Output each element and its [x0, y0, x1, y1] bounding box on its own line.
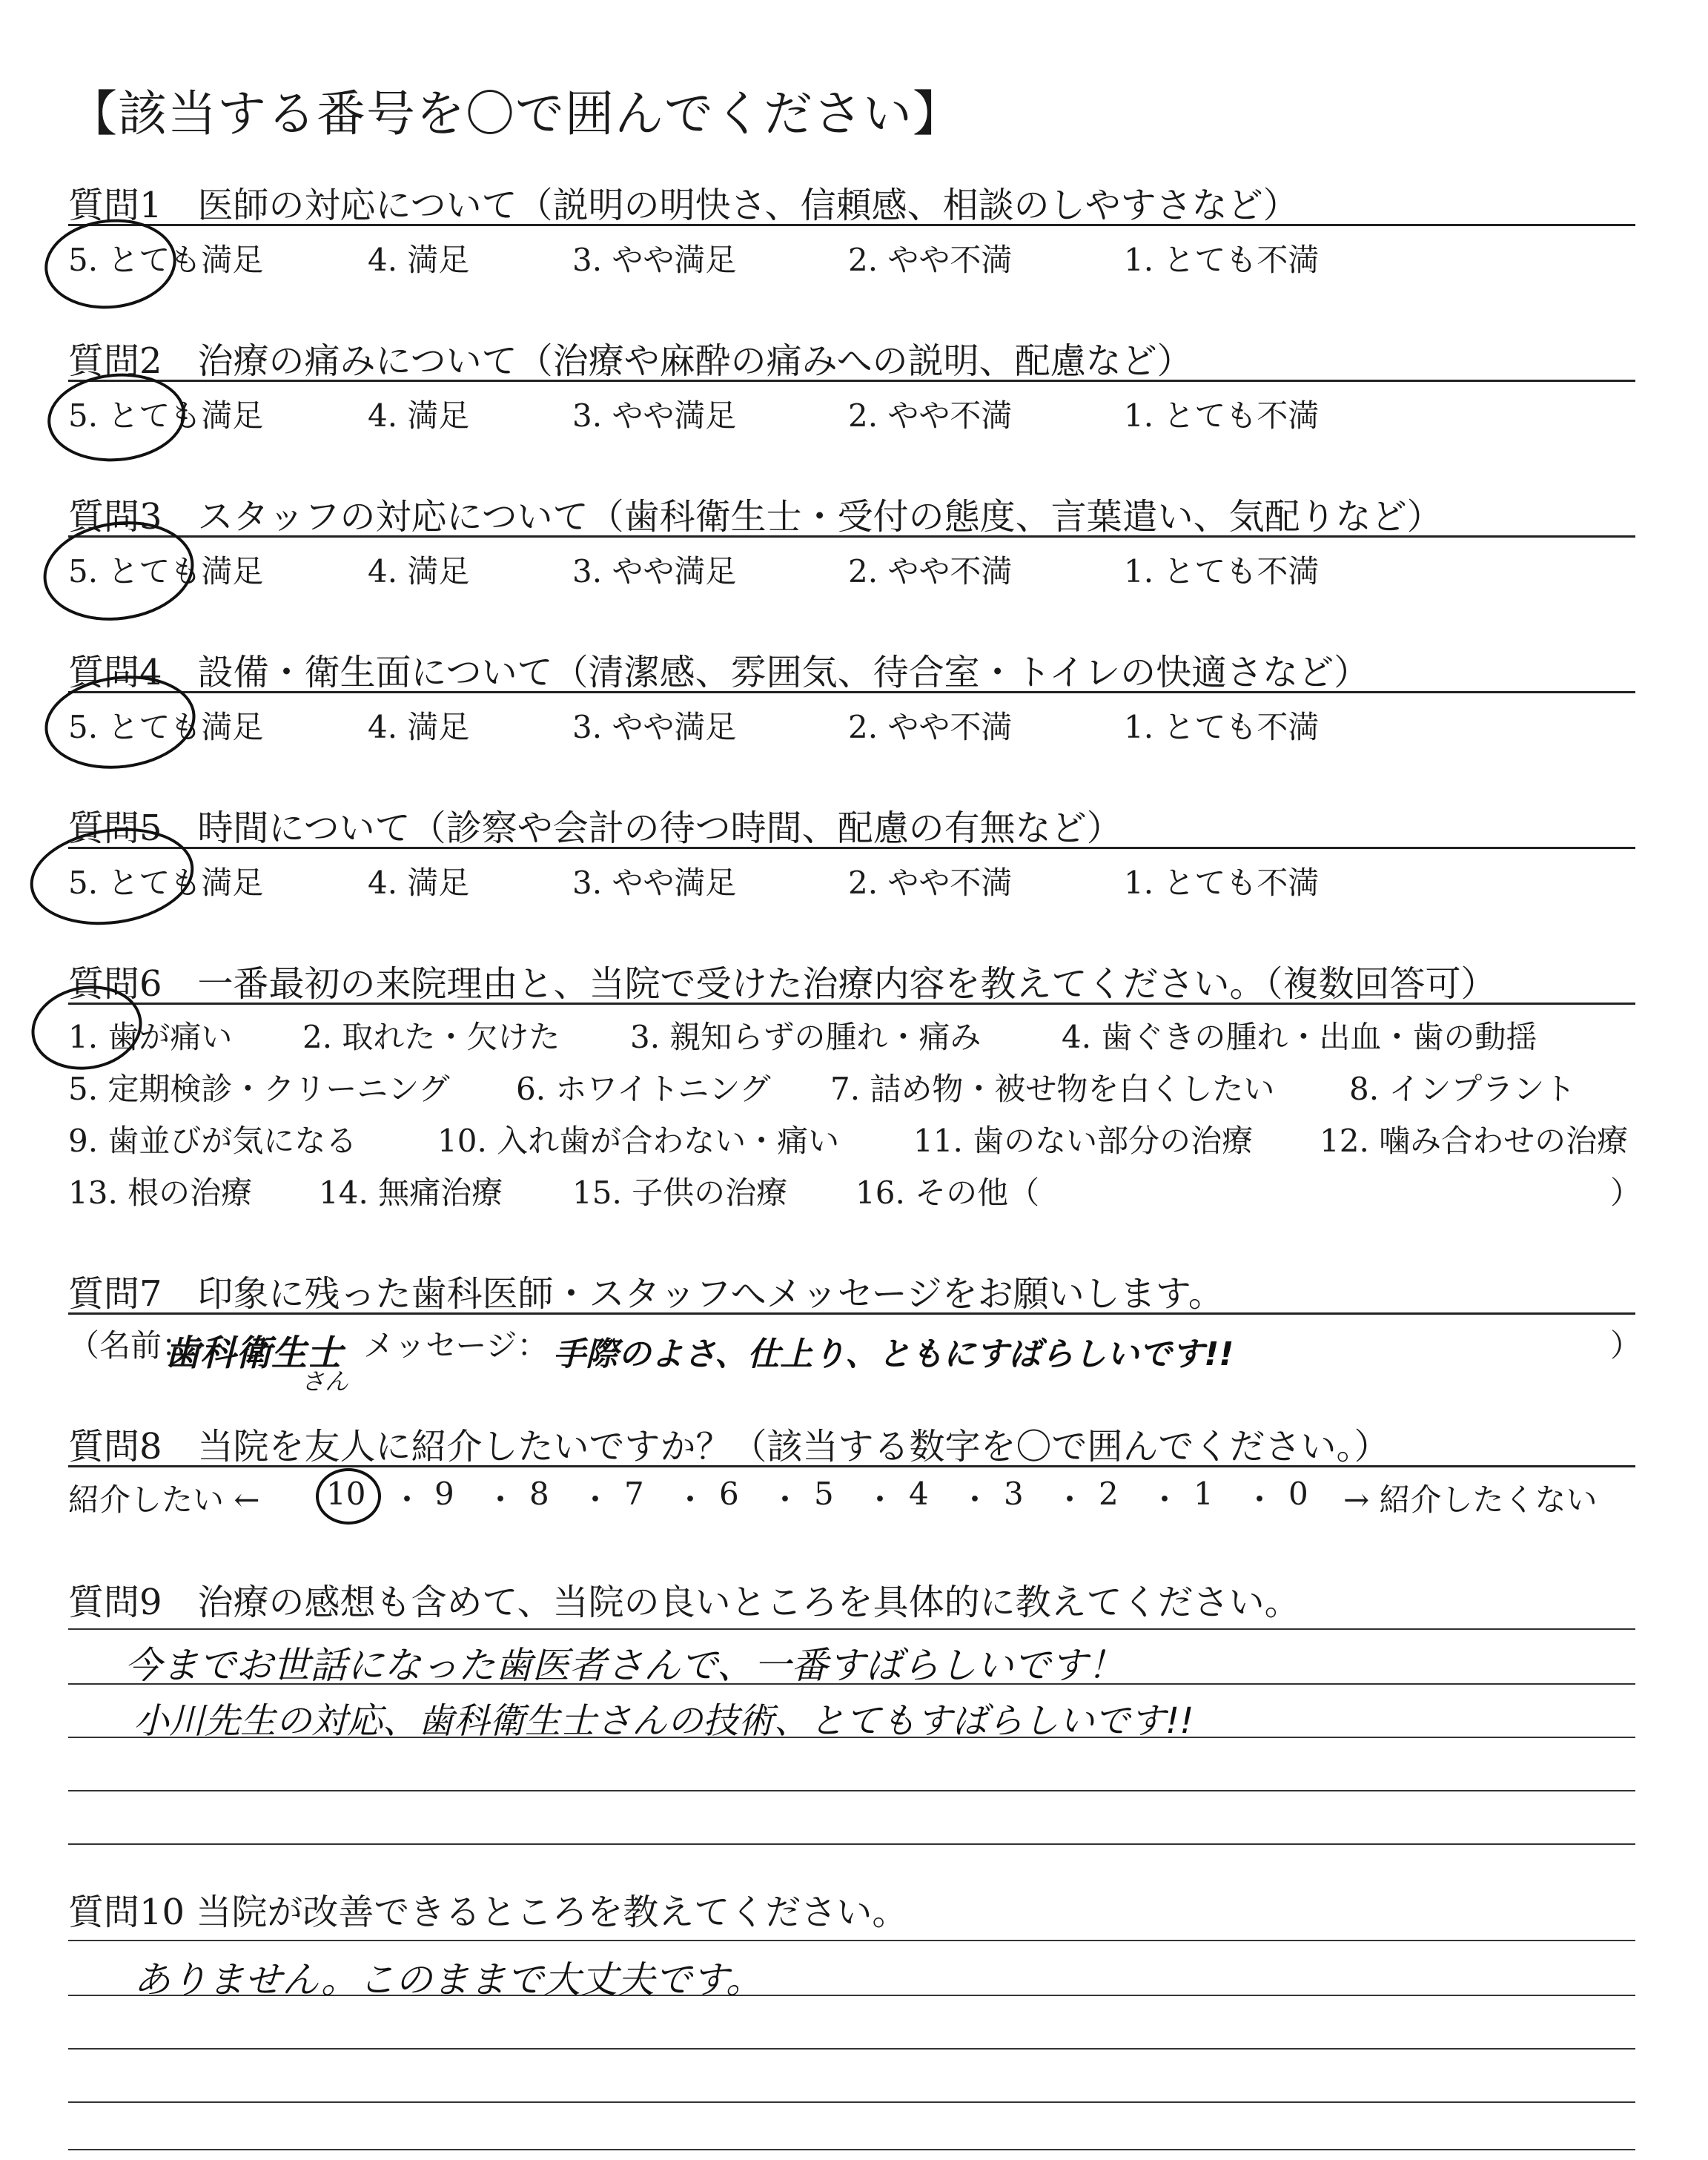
underline — [68, 847, 1635, 849]
message-close-paren: ） — [1610, 1327, 1642, 1364]
selection-circle — [316, 1468, 381, 1525]
scale-value-0[interactable]: 0 — [1288, 1476, 1308, 1512]
answer-text[interactable]: 小川先生の対応、歯科衛生士さんの技術、とてもすばらしいです!! — [133, 1700, 1194, 1742]
underline — [68, 535, 1635, 538]
reason-option[interactable]: 15. 子供の治療 — [572, 1175, 788, 1211]
scale-dot: ・ — [391, 1482, 423, 1518]
answer-line — [68, 2149, 1635, 2150]
message-label: メッセージ： — [363, 1327, 549, 1364]
recommend-right-label: → 紹介したくない — [1343, 1482, 1598, 1518]
scale-dot: ・ — [959, 1482, 991, 1518]
question-title: 質問8 当院を友人に紹介したいですか？（該当する数字を〇で囲んでください。） — [68, 1426, 1390, 1467]
scale-value-10[interactable]: 10 — [326, 1476, 366, 1512]
scale-value-3[interactable]: 3 — [1004, 1476, 1024, 1512]
option-2[interactable]: 2. やや不満 — [848, 709, 1013, 745]
question-title: 質問9 治療の感想も含めて、当院の良いところを具体的に教えてください。 — [68, 1582, 1300, 1623]
question-title: 質問2 治療の痛みについて（治療や麻酔の痛みへの説明、配慮など） — [68, 340, 1193, 382]
reason-option[interactable]: 3. 親知らずの腫れ・痛み — [630, 1019, 982, 1055]
question-title: 質問1 医師の対応について（説明の明快さ、信頼感、相談のしやすさなど） — [68, 185, 1299, 226]
option-1[interactable]: 1. とても不満 — [1124, 553, 1320, 589]
page-heading: 【該当する番号を〇で囲んでください】 — [68, 85, 962, 142]
option-3[interactable]: 3. やや満足 — [572, 553, 737, 589]
answer-line — [68, 2101, 1635, 2103]
reason-option[interactable]: 8. インプラント — [1349, 1071, 1576, 1107]
question-title: 質問3 スタッフの対応について（歯科衛生士・受付の態度、言葉遣い、気配りなど） — [68, 496, 1443, 538]
reason-option[interactable]: 1. 歯が痛い — [68, 1019, 233, 1055]
option-4[interactable]: 4. 満足 — [368, 397, 470, 434]
answer-line — [68, 1940, 1635, 1941]
scale-dot: ・ — [580, 1482, 612, 1518]
reason-option[interactable]: 11. 歯のない部分の治療 — [913, 1123, 1254, 1159]
scale-dot: ・ — [485, 1482, 517, 1518]
answer-text[interactable]: ありません。このままで大丈夫です。 — [133, 1958, 763, 2001]
scale-dot: ・ — [675, 1482, 706, 1518]
question-title: 質問4 設備・衛生面について（清潔感、雰囲気、待合室・トイレの快適さなど） — [68, 652, 1370, 693]
scale-dot: ・ — [864, 1482, 896, 1518]
reason-option-other[interactable]: 16. その他（ — [855, 1175, 1040, 1211]
option-4[interactable]: 4. 満足 — [368, 865, 470, 901]
recommend-left-label: 紹介したい ← — [68, 1482, 260, 1518]
option-5[interactable]: 5. とても満足 — [68, 553, 264, 589]
underline — [68, 1465, 1635, 1467]
question-title: 質問6 一番最初の来院理由と、当院で受けた治療内容を教えてください。（複数回答可） — [68, 963, 1497, 1005]
reason-option[interactable]: 2. 取れた・欠けた — [302, 1019, 560, 1055]
question-title: 質問7 印象に残った歯科医師・スタッフへメッセージをお願いします。 — [68, 1273, 1224, 1315]
option-1[interactable]: 1. とても不満 — [1124, 397, 1320, 434]
option-1[interactable]: 1. とても不満 — [1124, 242, 1320, 278]
scale-value-5[interactable]: 5 — [814, 1476, 834, 1512]
reason-option[interactable]: 12. 噛み合わせの治療 — [1320, 1123, 1629, 1159]
reason-option[interactable]: 13. 根の治療 — [68, 1175, 253, 1211]
answer-line — [68, 1843, 1635, 1845]
reason-option[interactable]: 14. 無痛治療 — [319, 1175, 503, 1211]
scale-dot: ・ — [1244, 1482, 1276, 1518]
answer-text[interactable]: 今までお世話になった歯医者さんで、一番すばらしいです！ — [125, 1644, 1125, 1687]
scale-dot: ・ — [769, 1482, 801, 1518]
scale-dot: ・ — [1149, 1482, 1181, 1518]
option-2[interactable]: 2. やや不満 — [848, 397, 1013, 434]
option-5[interactable]: 5. とても満足 — [68, 709, 264, 745]
reason-option[interactable]: 10. 入れ歯が合わない・痛い — [437, 1123, 840, 1159]
answer-line — [68, 1628, 1635, 1630]
option-3[interactable]: 3. やや満足 — [572, 709, 737, 745]
name-label: （名前： — [68, 1327, 193, 1364]
underline — [68, 380, 1635, 382]
option-2[interactable]: 2. やや不満 — [848, 865, 1013, 901]
underline — [68, 691, 1635, 693]
option-2[interactable]: 2. やや不満 — [848, 553, 1013, 589]
reason-option[interactable]: 7. 詰め物・被せ物を白くしたい — [830, 1071, 1275, 1107]
scale-value-6[interactable]: 6 — [719, 1476, 739, 1512]
option-4[interactable]: 4. 満足 — [368, 242, 470, 278]
option-3[interactable]: 3. やや満足 — [572, 242, 737, 278]
option-5[interactable]: 5. とても満足 — [68, 397, 264, 434]
option-2[interactable]: 2. やや不満 — [848, 242, 1013, 278]
reason-option[interactable]: 4. 歯ぐきの腫れ・出血・歯の動揺 — [1062, 1019, 1537, 1055]
scale-value-2[interactable]: 2 — [1099, 1476, 1119, 1512]
option-1[interactable]: 1. とても不満 — [1124, 865, 1320, 901]
scale-value-1[interactable]: 1 — [1194, 1476, 1214, 1512]
scale-value-9[interactable]: 9 — [434, 1476, 454, 1512]
underline — [68, 1312, 1635, 1315]
option-3[interactable]: 3. やや満足 — [572, 397, 737, 434]
scale-value-4[interactable]: 4 — [909, 1476, 929, 1512]
option-5[interactable]: 5. とても満足 — [68, 242, 264, 278]
underline — [68, 224, 1635, 226]
option-5[interactable]: 5. とても満足 — [68, 865, 264, 901]
scale-value-8[interactable]: 8 — [529, 1476, 549, 1512]
name-suffix: さん — [301, 1367, 349, 1396]
answer-line — [68, 1790, 1635, 1791]
question-title: 質問5 時間について（診察や会計の待つ時間、配慮の有無など） — [68, 807, 1122, 849]
scale-dot: ・ — [1054, 1482, 1086, 1518]
option-4[interactable]: 4. 満足 — [368, 553, 470, 589]
selection-circle — [40, 213, 181, 315]
underline — [68, 1003, 1635, 1005]
reason-option[interactable]: 6. ホワイトニング — [516, 1071, 771, 1107]
message-value[interactable]: 手際のよさ、仕上り、ともにすばらしいです!! — [553, 1335, 1234, 1373]
option-3[interactable]: 3. やや満足 — [572, 865, 737, 901]
scale-value-7[interactable]: 7 — [624, 1476, 644, 1512]
option-4[interactable]: 4. 満足 — [368, 709, 470, 745]
answer-line — [68, 2048, 1635, 2050]
reason-option[interactable]: 9. 歯並びが気になる — [68, 1123, 357, 1159]
option-1[interactable]: 1. とても不満 — [1124, 709, 1320, 745]
name-value[interactable]: 歯科衛生士 — [165, 1332, 343, 1374]
question-title: 質問10 当院が改善できるところを教えてください。 — [68, 1892, 908, 1933]
reason-option[interactable]: 5. 定期検診・クリーニング — [68, 1071, 450, 1107]
other-close-paren: ） — [1610, 1175, 1642, 1211]
